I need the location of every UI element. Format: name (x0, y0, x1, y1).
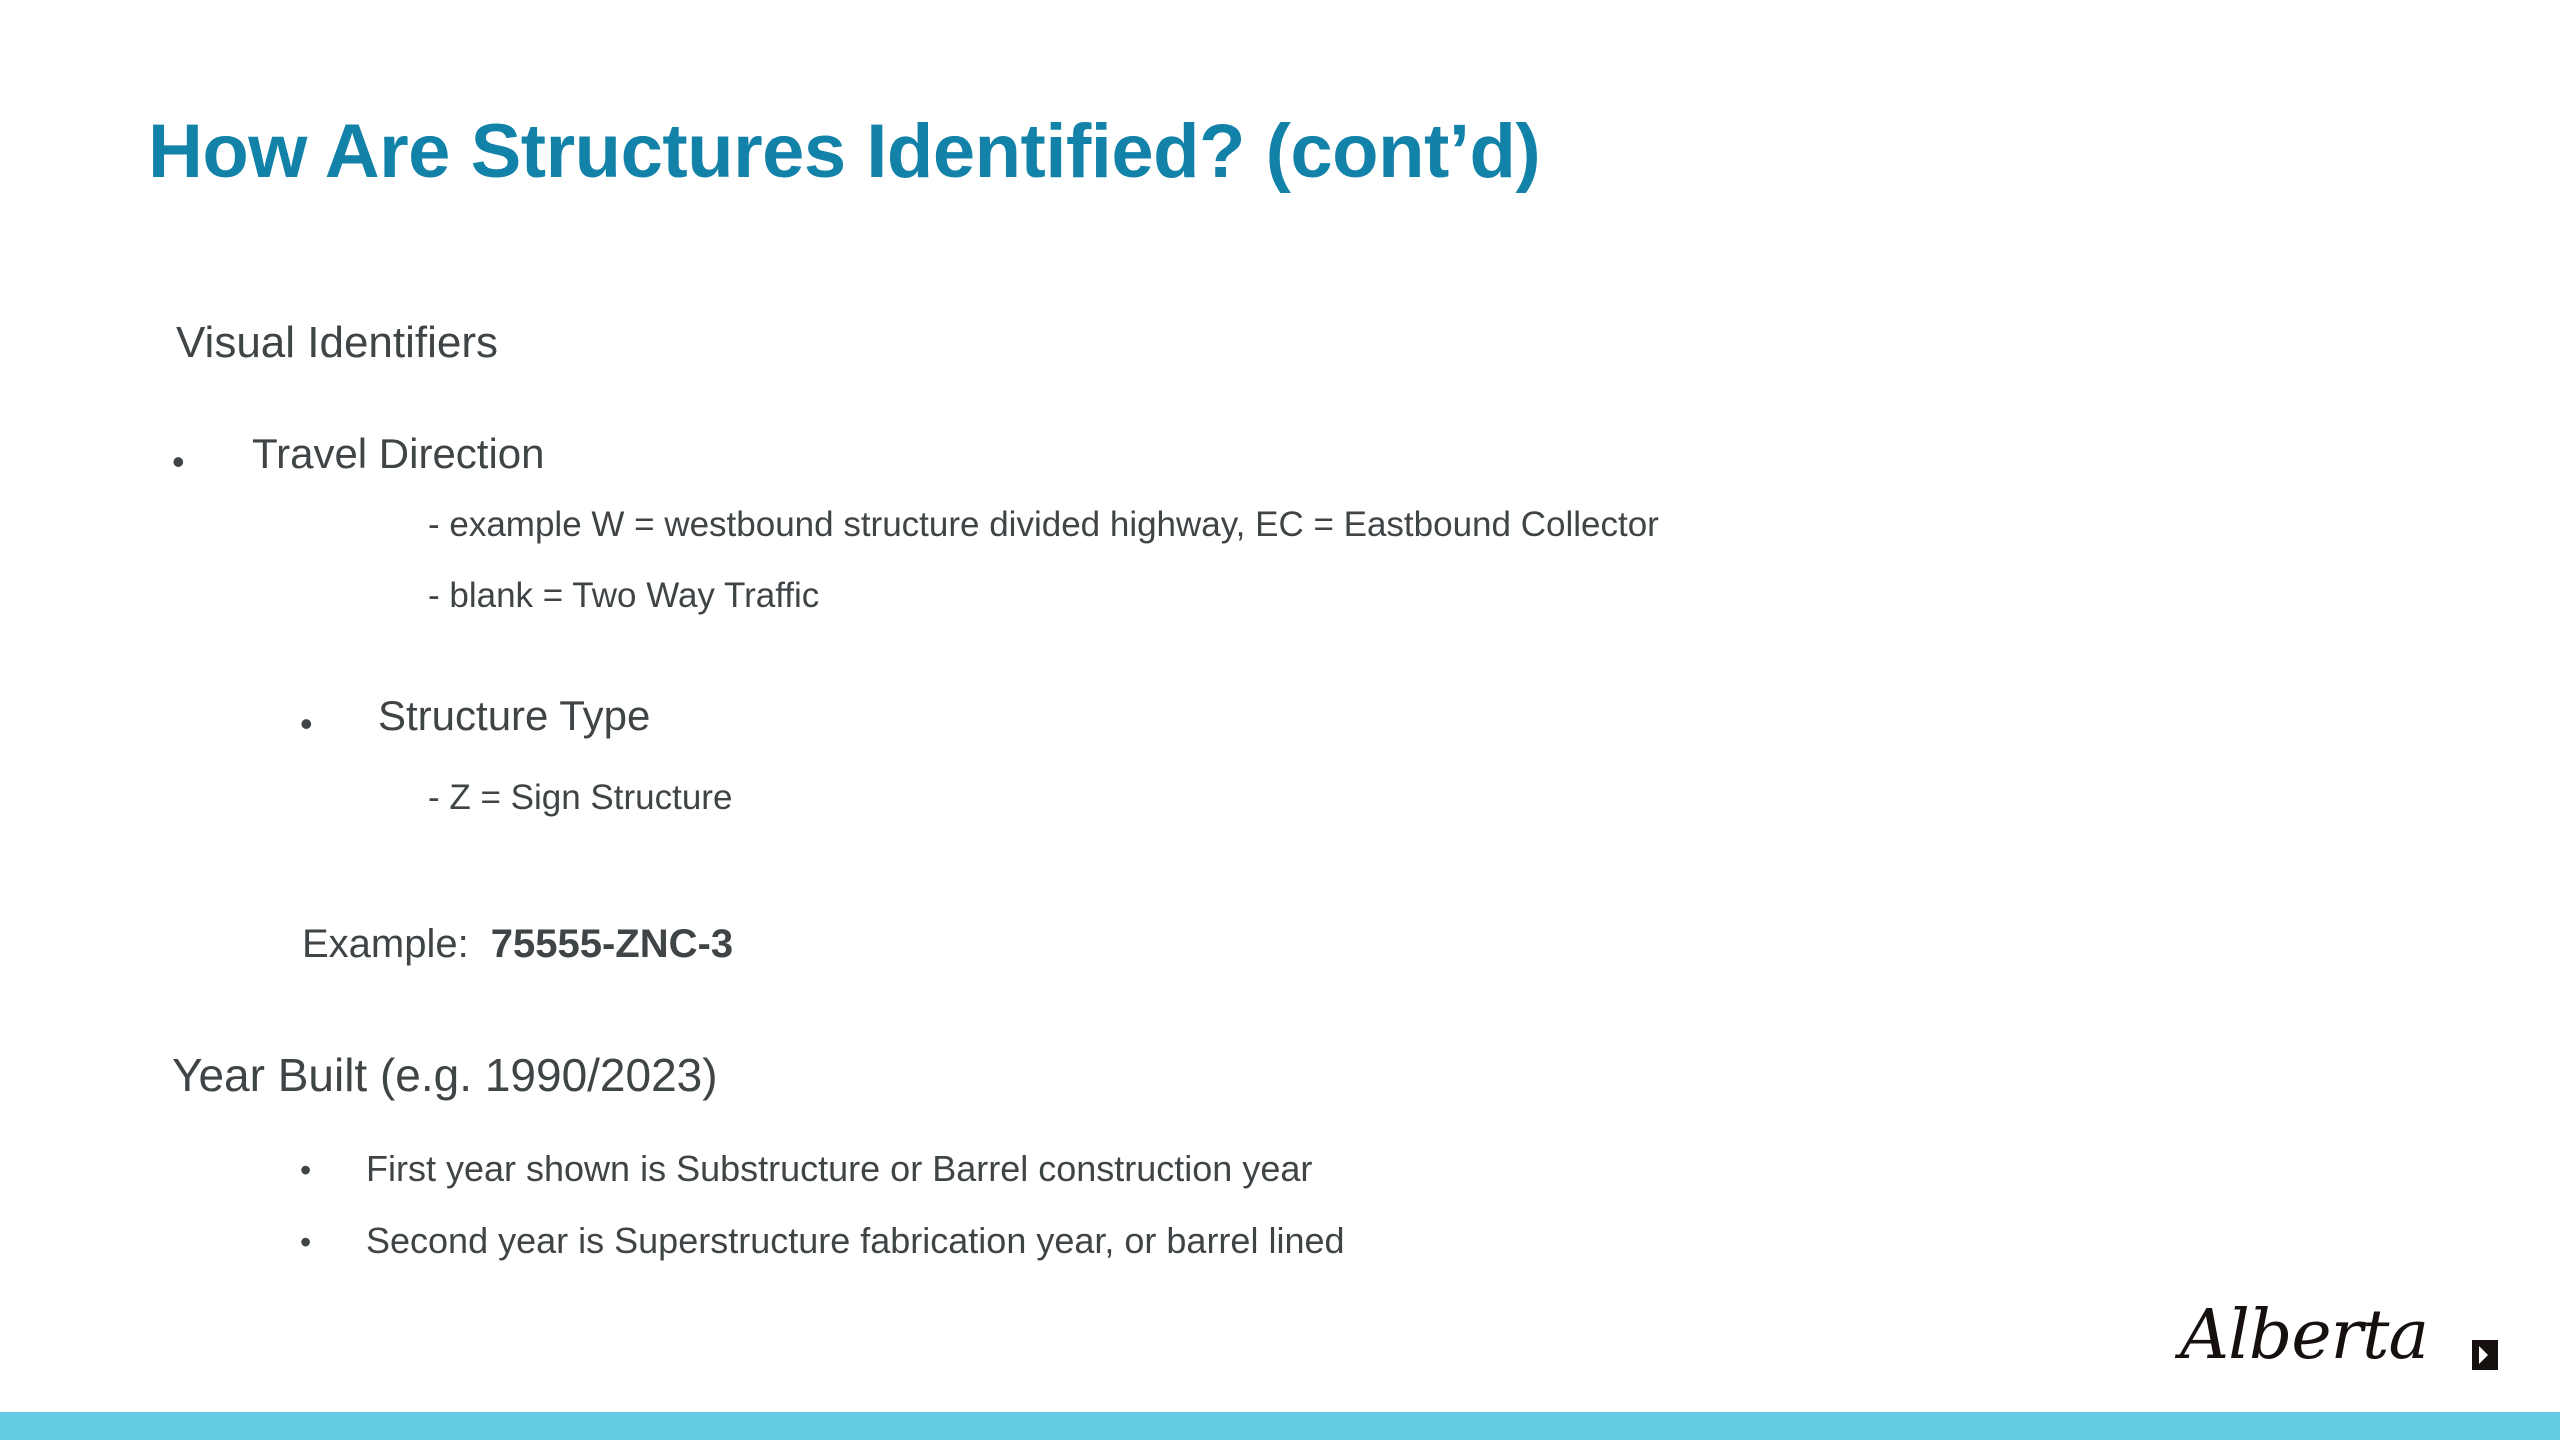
bullet-marker-icon: • (172, 441, 185, 482)
section-heading-visual-identifiers: Visual Identifiers (176, 318, 499, 367)
bullet-label: Travel Direction (252, 430, 545, 477)
example-row (302, 922, 733, 967)
bullet-marker-icon: • (300, 703, 313, 744)
bottom-accent-bar (0, 1412, 2560, 1440)
sub-line-structure-sign: - Z = Sign Structure (428, 778, 733, 817)
bullet-marker-icon: • (300, 1224, 312, 1260)
bullet-second-year (300, 1220, 1345, 1262)
section-heading-year-built: Year Built (e.g. 1990/2023) (172, 1049, 718, 1101)
page-title: How Are Structures Identified? (cont’d) (148, 109, 1541, 194)
example-code: 75555-ZNC-3 (490, 922, 734, 966)
bullet-label: Structure Type (378, 692, 651, 739)
bullet-marker-icon: • (300, 1152, 312, 1188)
bullet-structure-type (300, 692, 651, 744)
bullet-first-year (300, 1148, 1312, 1190)
alberta-wordmark: Alberta (2180, 1296, 2428, 1375)
bullet-travel-direction (172, 430, 545, 482)
sub-line-travel-example: - example W = westbound structure divided highway, EC = Eastbound Collector (428, 505, 1659, 544)
example-label: Example: (302, 922, 469, 966)
alberta-flag-icon (2472, 1340, 2498, 1370)
alberta-logo (2180, 1296, 2500, 1388)
bullet-label: Second year is Superstructure fabrication year, or barrel lined (366, 1220, 1345, 1261)
sub-line-travel-blank: - blank = Two Way Traffic (428, 576, 820, 615)
bullet-label: First year shown is Substructure or Barrel construction year (366, 1148, 1313, 1189)
